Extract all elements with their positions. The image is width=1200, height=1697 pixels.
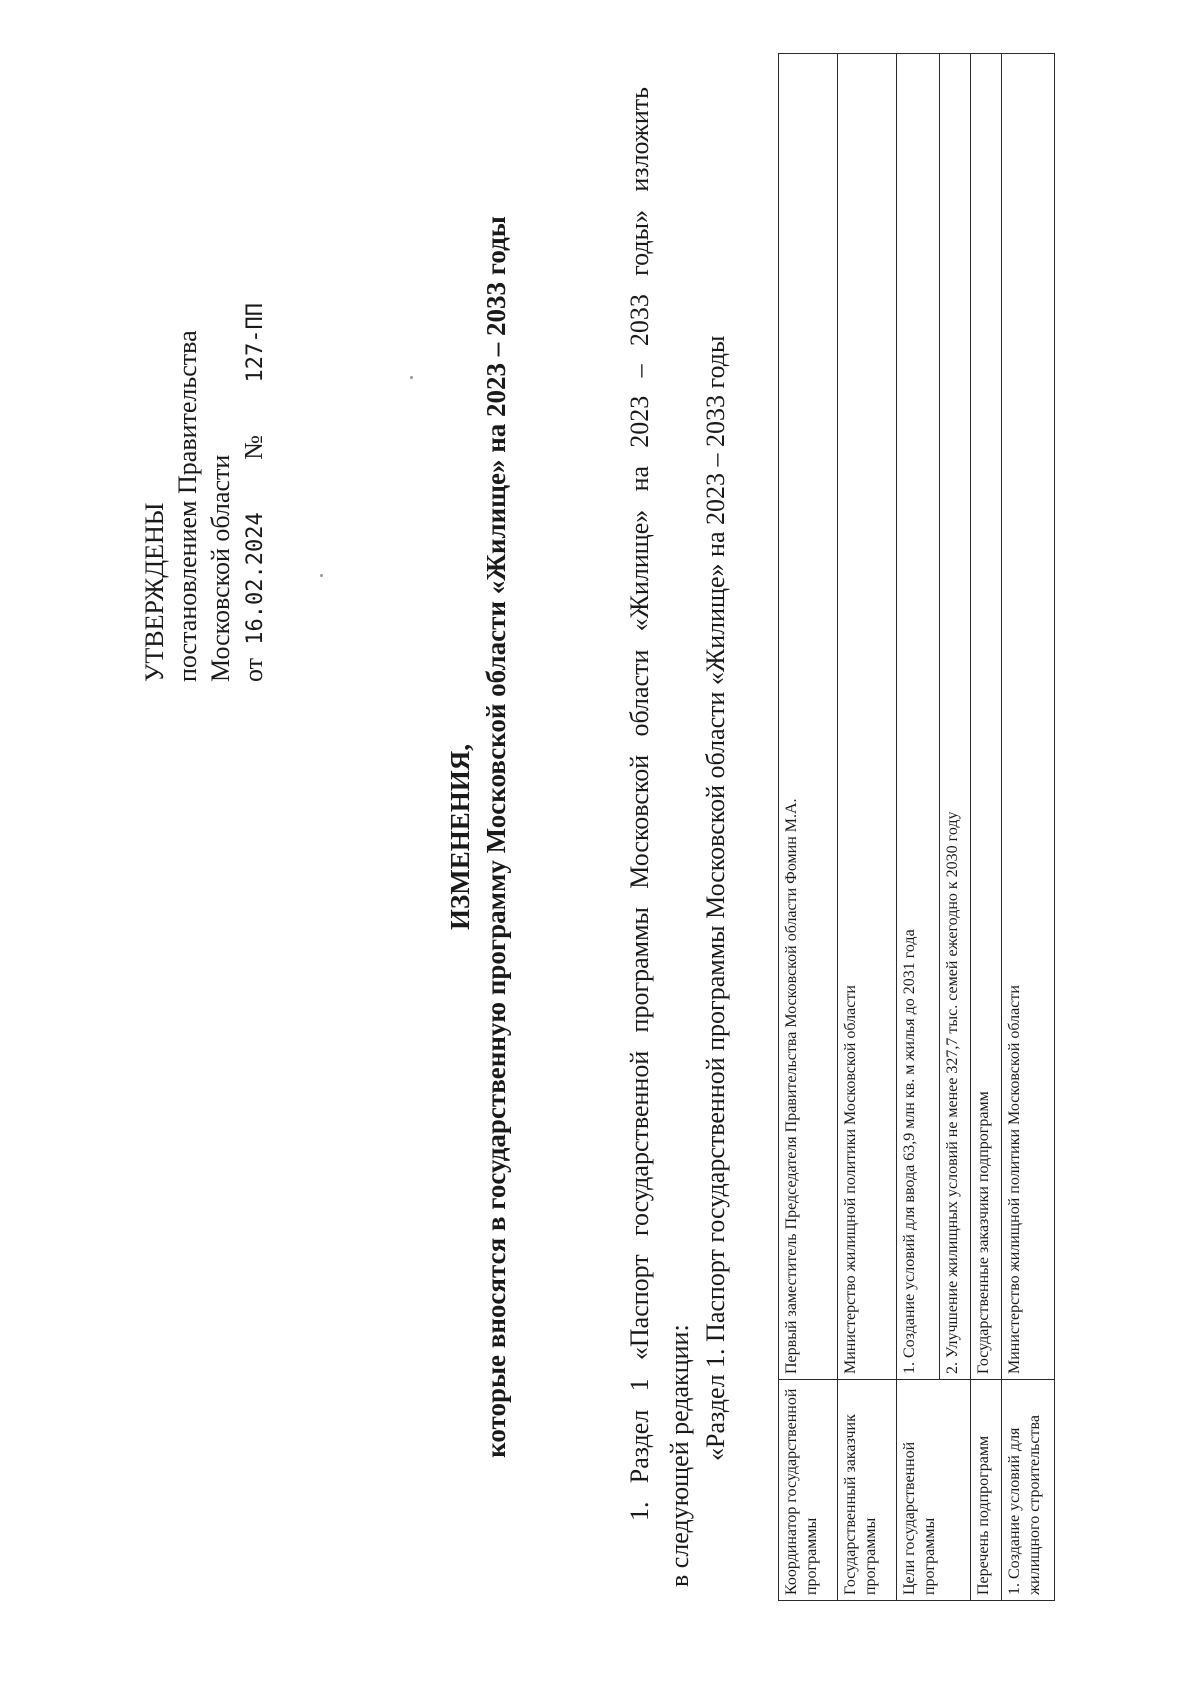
table-row [971,54,1002,1601]
table-row [838,54,897,1601]
row-label: Цели государственной программы [897,1380,971,1601]
approval-number: 127-ПП [243,302,268,383]
passport-table [778,53,1055,1601]
intro-paragraph [620,87,700,1587]
approval-date: 16.02.2024 [243,512,268,645]
section-heading [700,87,732,1587]
row-value: Министерство жилищной политики Московской области [1002,54,1055,1380]
approval-block [138,122,272,682]
approval-region: Московской области [206,454,235,682]
scan-speck [320,574,323,577]
title-subtitle: которые вносятся в государственную программу Московской области «Жилище» на 2023 – 2033 годы [481,216,511,1458]
row-label: Координатор государственной программы [779,1380,838,1601]
approval-date-line [237,122,272,682]
intro-line-1: 1. Раздел 1 «Паспорт государственной программы Московской области «Жилище» на 2023 – 2033 годы» изложить [625,87,654,1521]
row-label: Государственный заказчик программы [838,1380,897,1601]
row-value: Первый заместитель Председателя Правительства Московской области Фомин М.А. [779,54,838,1380]
scan-speck [410,376,413,379]
approval-date-prefix: от [239,657,268,682]
section-heading-text: «Раздел 1. Паспорт государственной программы Московской области «Жилище» на 2023 – 2033 годы [701,335,730,1461]
approval-number-sign: № [239,434,268,460]
row-value: 1. Создание условий для ввода 63,9 млн кв. м жилья до 2031 года [897,54,940,1380]
table-row [897,54,940,1601]
row-label: Перечень подпрограмм [971,1380,1002,1601]
document-title [442,87,514,1587]
row-value: Министерство жилищной политики Московской области [838,54,897,1380]
intro-line-2: в следующей редакции: [665,1324,694,1587]
table-row [779,54,838,1601]
row-value: Государственные заказчики подпрограмм [971,54,1002,1380]
approval-issuer: постановлением Правительства [173,330,202,682]
row-label: 1. Создание условий для жилищного строительства [1002,1380,1055,1601]
table-row [1002,54,1055,1601]
approval-heading: УТВЕРЖДЕНЫ [140,502,169,682]
title-main: ИЗМЕНЕНИЯ, [445,744,475,931]
row-value: 2. Улучшение жилищных условий не менее 327,7 тыс. семей ежегодно к 2030 году [940,54,971,1380]
table-row [940,54,971,1601]
